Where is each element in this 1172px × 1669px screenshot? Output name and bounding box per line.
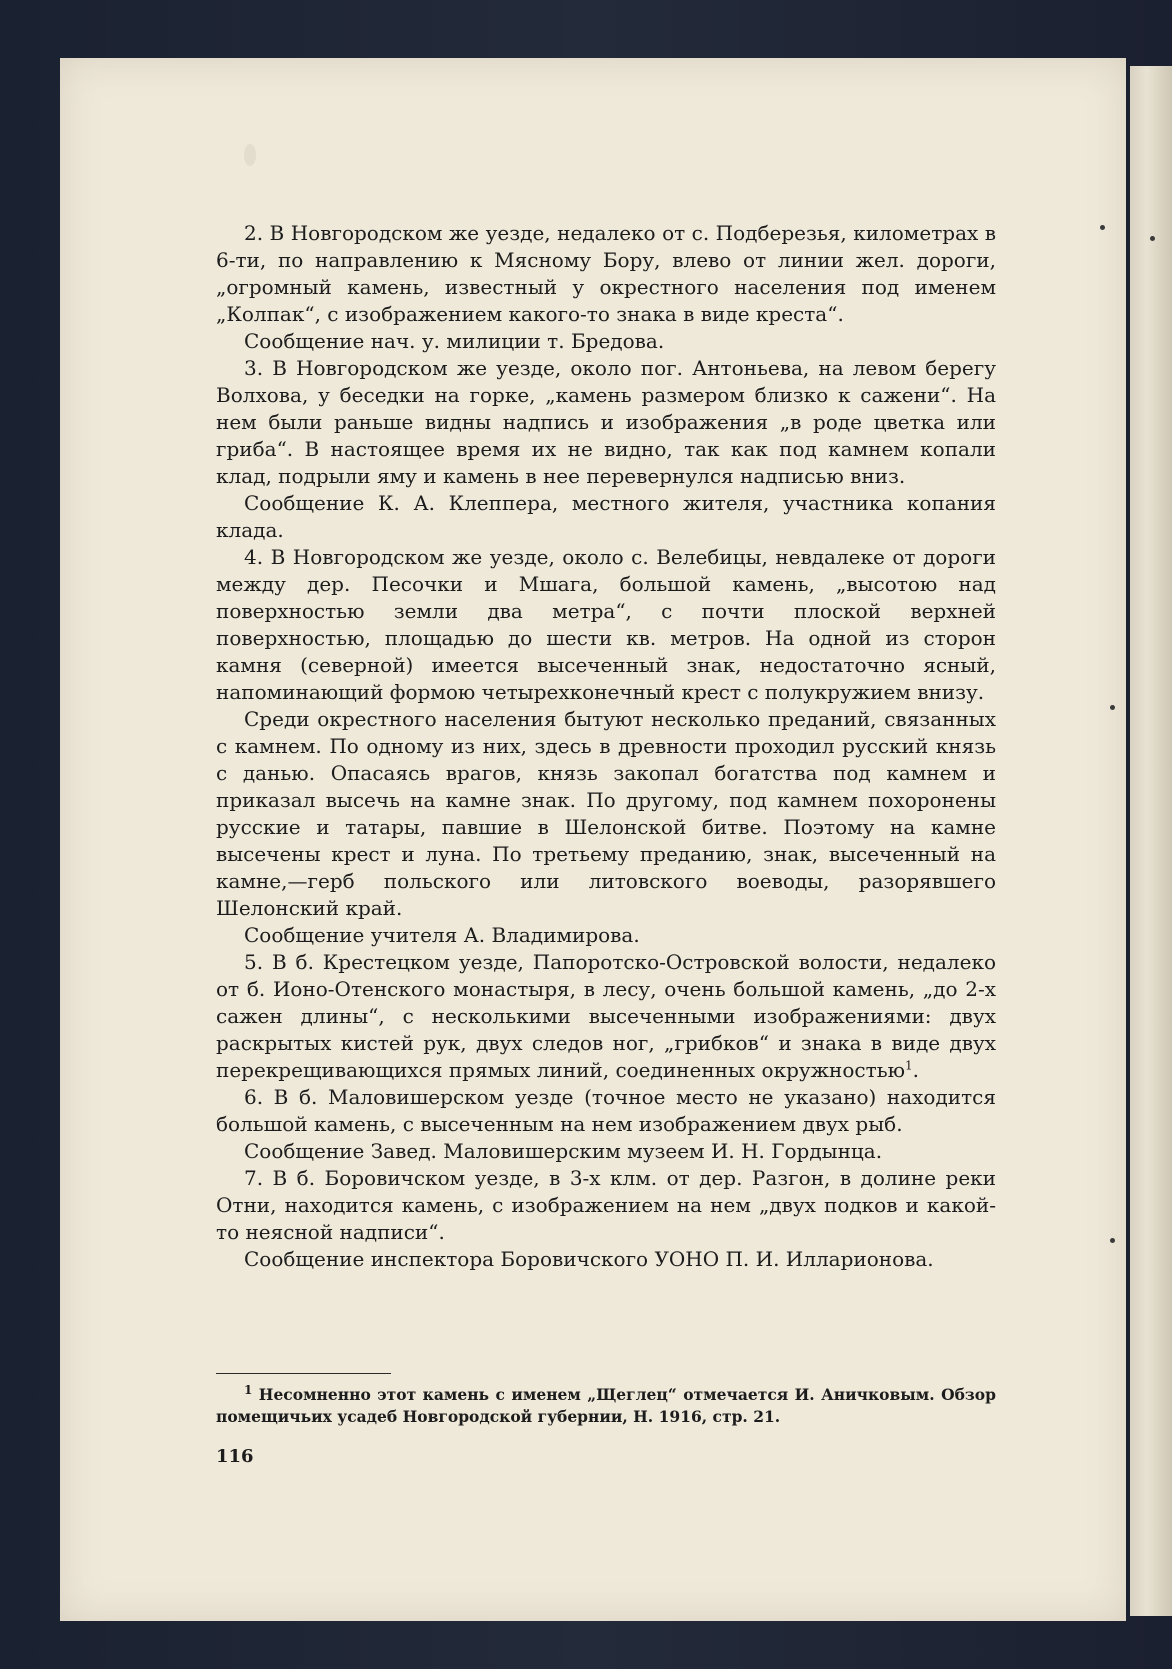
main-text — [216, 220, 996, 1273]
next-page-edge — [1130, 66, 1172, 1616]
paragraph-item-3: 3. В Новгородском же уезде, около пог. Антоньева, на левом берегу Волхова, у беседки на горке, „камень размером близко к сажени“. На нем были раньше видны надпись и изображения „в роде цветка или гриба“. В настоящее время их не видно, так как под камнем копали клад, подрыли яму и камень в нее перевернулся надписью вниз. — [216, 356, 996, 488]
footnotes — [216, 1384, 996, 1428]
paper-blemish — [244, 144, 256, 166]
footnote-marker: 1 — [244, 1382, 253, 1397]
footnote-reference: 1 — [905, 1058, 913, 1073]
paragraph-item-2: 2. В Новгородском же уезде, недалеко от с. Подберезья, километрах в 6-ти, по направлению к Мясному Бору, влево от линии жел. дороги, „огромный камень, известный у окрестного населения под именем „Колпак“, с изображением какого-то знака в виде креста“. — [216, 221, 996, 326]
paragraph-source-6: Сообщение Завед. Маловишерским музеем И. Н. Гордынца. — [244, 1139, 883, 1163]
paragraph-source-3: Сообщение К. А. Клеппера, местного жителя, участника копания клада. — [216, 491, 996, 542]
paragraph-source-2: Сообщение нач. у. милиции т. Бредова. — [244, 329, 665, 353]
paragraph-source-4: Сообщение учителя А. Владимирова. — [244, 923, 640, 947]
paragraph-item-6: 6. В б. Маловишерском уезде (точное место не указано) находится большой камень, с высеченным на нем изображением двух рыб. — [216, 1085, 996, 1136]
footnote-1 — [216, 1384, 996, 1428]
margin-mark — [1110, 1238, 1115, 1243]
paragraph-item-5: 5. В б. Крестецком уезде, Папоротско-Островской волости, недалеко от б. Ионо-Отенского монастыря, в лесу, очень большой камень, „до 2-х сажен длины“, с несколькими высеченными изображениями: двух раскрытых кистей рук, двух следов ног, „грибков“ и знака в виде двух перекрещивающихся прямых линий, соединенных окружностью$^1$. — [216, 950, 996, 1082]
margin-mark — [1150, 236, 1155, 241]
paragraph-item-7: 7. В б. Боровичском уезде, в 3-х клм. от дер. Разгон, в долине реки Отни, находится камень, с изображением на нем „двух подков и какой-то неясной надписи“. — [216, 1166, 996, 1244]
paragraph-item-4: 4. В Новгородском же уезде, около с. Велебицы, невдалеке от дороги между дер. Песочки и Мшага, большой камень, „высотою над поверхностью земли два метра“, с почти плоской верхней поверхностью, площадью до шести кв. метров. На одной из сторон камня (северной) имеется высеченный знак, недостаточно ясный, напоминающий формою четырехконечный крест с полукружием внизу. — [216, 545, 996, 704]
margin-mark — [1100, 225, 1105, 230]
page-number: 116 — [216, 1446, 254, 1467]
margin-mark — [1110, 705, 1115, 710]
paragraph-item-5-text: 5. В б. Крестецком уезде, Папоротско-Островской волости, недалеко от б. Ионо-Отенского монастыря, в лесу, очень большой камень, „до 2-х сажен длины“, с несколькими высеченными изображениями: двух раскрытых кистей рук, двух следов ног, „грибков“ и знака в виде двух перекрещивающихся прямых линий, соединенных окружностью — [216, 950, 996, 1082]
footnote-divider — [216, 1373, 391, 1374]
paragraph-legends: Среди окрестного населения бытуют несколько преданий, связанных с камнем. По одному из них, здесь в древности проходил русский князь с данью. Опасаясь врагов, князь закопал богатства под камнем и приказал высечь на камне знак. По другому, под камнем похоронены русские и татары, павшие в Шелонской битве. Поэтому на камне высечены крест и луна. По третьему преданию, знак, высеченный на камне,—герб польского или литовского воеводы, разорявшего Шелонский край. — [216, 707, 996, 920]
paragraph-source-7: Сообщение инспектора Боровичского УОНО П. И. Илларионова. — [244, 1247, 934, 1271]
footnote-text: Несомненно этот камень с именем „Щеглец“ отмечается И. Аничковым. Обзор помещичьих усадеб Новгородской губернии, Н. 1916, стр. 21. — [216, 1385, 996, 1426]
